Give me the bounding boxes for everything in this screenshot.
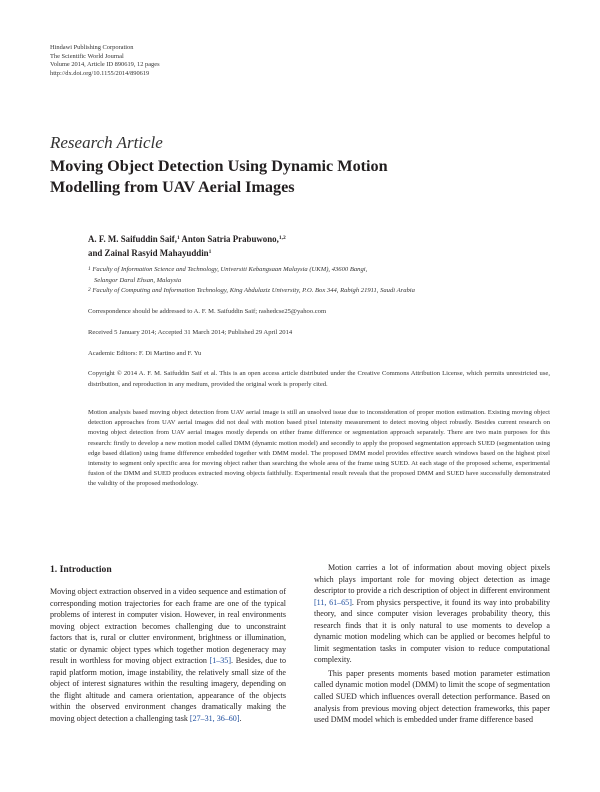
article-type: Research Article [50, 133, 163, 152]
intro-paragraph-1: Moving object extraction observed in a video sequence and estimation of corresponding motion trajectories for each frame are one of the typical problems of interest in computer vision. However, in real environments moving object extraction becomes challenging due to unconstraint factors that is, rural or clutter environment, brightness or illumination, static or dynamic object types which together motion degeneracy may result in worthless for moving object extraction [1–35]. Besides, due to rapid platform motion, image instability, the relatively small size of the object of interest signatures within the resulting imagery, depending on the flight altitude and camera orientation, appearance of the objects within the observed environment changes dramatically making the moving object detection a challenging task [27–31, 36–60]. [50, 587, 286, 724]
paper-title [50, 156, 470, 197]
right-column [314, 562, 550, 726]
doi-link[interactable]: http://dx.doi.org/10.1155/2014/890619 [50, 69, 150, 77]
journal-name: The Scientific World Journal [50, 52, 124, 60]
copyright-notice: Copyright © 2014 A. F. M. Saifuddin Saif et al. This is an open access article distributed under the Creative Commons Attribution License, which permits unrestricted use, distribution, and reproduction in any medium, provided the original work is properly cited. [88, 370, 550, 388]
academic-editors: Academic Editors: F. Di Martino and F. Yu [88, 350, 202, 357]
intro-paragraph-2: Motion carries a lot of information about moving object pixels which plays important role for moving object detection as image descriptor to provide a rich description of object in different environment [11, 61–65]. From physics perspective, it found its way into probability theory, and since computer vision leverages probability theory, this research finds that it is only natural to use moments to develop a dynamic motion modeling which can be applied or becomes helpful to limit segmentation tasks in computer vision to reduce computational complexity. [314, 563, 551, 665]
author-1-affil: 1 [176, 235, 180, 241]
author-2-affil: 1,2 [278, 235, 286, 241]
author-3-affil: 1 [208, 249, 212, 255]
affiliation-1-cont: Selangor Darul Ehsan, Malaysia [94, 276, 182, 284]
citation-link[interactable]: [1–35] [209, 656, 232, 666]
journal-header [50, 44, 160, 78]
citation-link[interactable]: [11, 61–65] [314, 597, 352, 607]
affiliation-2: $^2$ Faculty of Computing and Information Technology, King Abdulaziz University, P.O. Box 344, Rabigh 21911, Saudi Arabia [88, 287, 415, 295]
author-1: A. F. M. Saifuddin Saif, [88, 234, 177, 244]
author-list [88, 232, 286, 260]
author-2: Anton Satria Prabuwono, [179, 234, 279, 244]
section-heading: 1. Introduction [50, 564, 112, 575]
title-line-1: Moving Object Detection Using Dynamic Motion [50, 157, 388, 175]
citation-link[interactable]: [27–31, 36–60] [189, 714, 240, 724]
abstract: Motion analysis based moving object detection from UAV aerial image is still an unsolved issue due to inconsideration of proper motion estimation. Existing moving object detection approaches from UAV aerial images did not deal with motion based pixel intensity measurement to detect moving object robustly. Besides current research on moving object detection from UAV aerial images mostly depends on either frame difference or segmentation approach separately. There are two main purposes for this research: firstly to develop a new motion model called DMM (dynamic motion model) and secondly to apply the proposed segmentation approach SUED (segmentation using edge based dilation) using frame difference embedded together with DMM model. The proposed DMM model provides effective search windows based on the highest pixel intensity to segment only specific area for moving object rather than searching the whole area of the frame using SUED. At each stage of the proposed scheme, experimental fusion of the DMM and SUED produces extracted moving objects faithfully. Experimental result reveals that the proposed DMM and SUED have successfully demonstrated the validity of the proposed methodology. [88, 409, 550, 488]
publication-dates: Received 5 January 2014; Accepted 31 March 2014; Published 29 April 2014 [88, 329, 293, 336]
correspondence: Correspondence should be addressed to A. F. M. Saifuddin Saif; rashedcse25@yahoo.com [88, 308, 327, 315]
affiliation-1: $^1$ Faculty of Information Science and Technology, Universiti Kebangsaan Malaysia (UKM), 43600 Bangi, [88, 266, 368, 273]
title-line-2: Modelling from UAV Aerial Images [50, 177, 295, 196]
author-line-1 [88, 232, 286, 246]
intro-paragraph-3: This paper presents moments based motion parameter estimation called dynamic motion model (DMM) to limit the scope of segmentation called SUED which influences overall detection performance. Based on analysis from previous moving object detection frameworks, this paper used DMM model which is embedded under frame difference based [314, 668, 550, 725]
left-column [50, 586, 286, 725]
affiliations [88, 265, 415, 297]
volume-info: Volume 2014, Article ID 890619, 12 pages [50, 61, 160, 69]
publisher-name: Hindawi Publishing Corporation [50, 44, 134, 51]
author-line-2 [88, 246, 286, 260]
author-3: and Zainal Rasyid Mahayuddin [88, 248, 209, 258]
